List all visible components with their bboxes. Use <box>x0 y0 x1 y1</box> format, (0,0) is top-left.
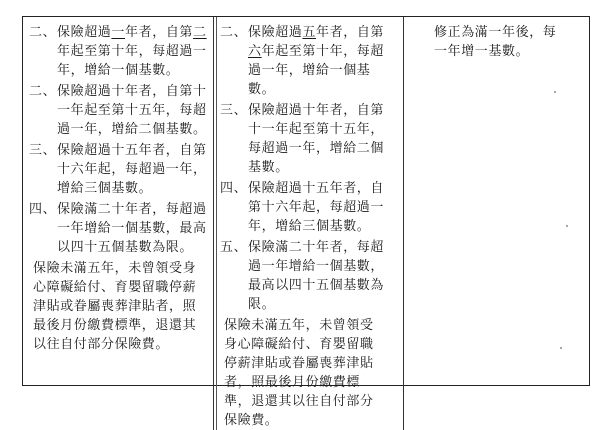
scan-speck <box>566 225 568 227</box>
clause-number: 五、 <box>220 240 248 255</box>
underlined-term: 六 <box>248 44 262 59</box>
clause-item: 二、 保險超過五年者，自第六年起至第十年，每超過一年，增給一個基數。 <box>220 25 385 97</box>
scan-speck <box>554 91 556 93</box>
comparison-table <box>22 16 590 428</box>
clause-text: 保險滿二十年者，每超過一年增給一個基數，最高以四十五個基數為限。 <box>57 202 207 255</box>
clause-number: 四、 <box>29 202 57 217</box>
clause-item <box>220 101 397 177</box>
clause-number: 三、 <box>29 143 57 158</box>
clause-note: 保險未滿五年，未曾領受身心障礙給付、育嬰留職停薪津貼或眷屬喪葬津貼者，照最後月份繳費標準，退還其以往自付部分保險費。 <box>33 261 197 352</box>
clause-number: 三、 <box>220 103 248 118</box>
column-explanation <box>403 17 589 430</box>
clause-number: 二、 <box>29 25 57 40</box>
clause-note: 保險未滿五年，未曾領受身心障礙給付、育嬰留職停薪津貼或眷屬喪葬津貼者，照最後月份繳費標準，退還其以往自付部分保險費。 <box>224 318 374 428</box>
clause-item <box>220 238 397 314</box>
clause-text: 保險超過十年者，自第十一年起至第十五年，每超過一年，增給二個基數。 <box>248 103 385 175</box>
clause-item <box>29 82 207 139</box>
clause-number: 二、 <box>29 84 57 99</box>
clause-item: 二、 保險超過一年者，自第二年起至第十年，每超過一年，增給一個基數。 <box>29 25 207 78</box>
clause-text: 保險超過十五年者，自第十六年起，每超過一年，增給三個基數。 <box>248 181 385 234</box>
clause-text: 保險超過十五年者，自第十六年起，每超過一年，增給三個基數。 <box>57 143 207 196</box>
clause-item <box>29 200 207 257</box>
underlined-term: 二 <box>193 25 207 40</box>
clause-text: 保險超過十年者，自第十一年起至第十五年，每超過一年，增給二個基數。 <box>57 84 207 137</box>
scan-speck <box>560 347 562 349</box>
clause-item <box>220 179 397 236</box>
underlined-term: 五 <box>302 25 317 40</box>
clause-number: 四、 <box>220 181 248 196</box>
explanation-text: 修正為滿一年後，每一年增一基數。 <box>434 25 557 59</box>
clause-item <box>29 141 207 198</box>
underlined-term: 一 <box>111 25 126 40</box>
column-current-text <box>23 17 213 430</box>
clause-number: 二、 <box>220 25 248 40</box>
column-amended-text <box>213 17 403 430</box>
clause-text: 保險滿二十年者，每超過一年增給一個基數，最高以四十五個基數為限。 <box>248 240 385 312</box>
